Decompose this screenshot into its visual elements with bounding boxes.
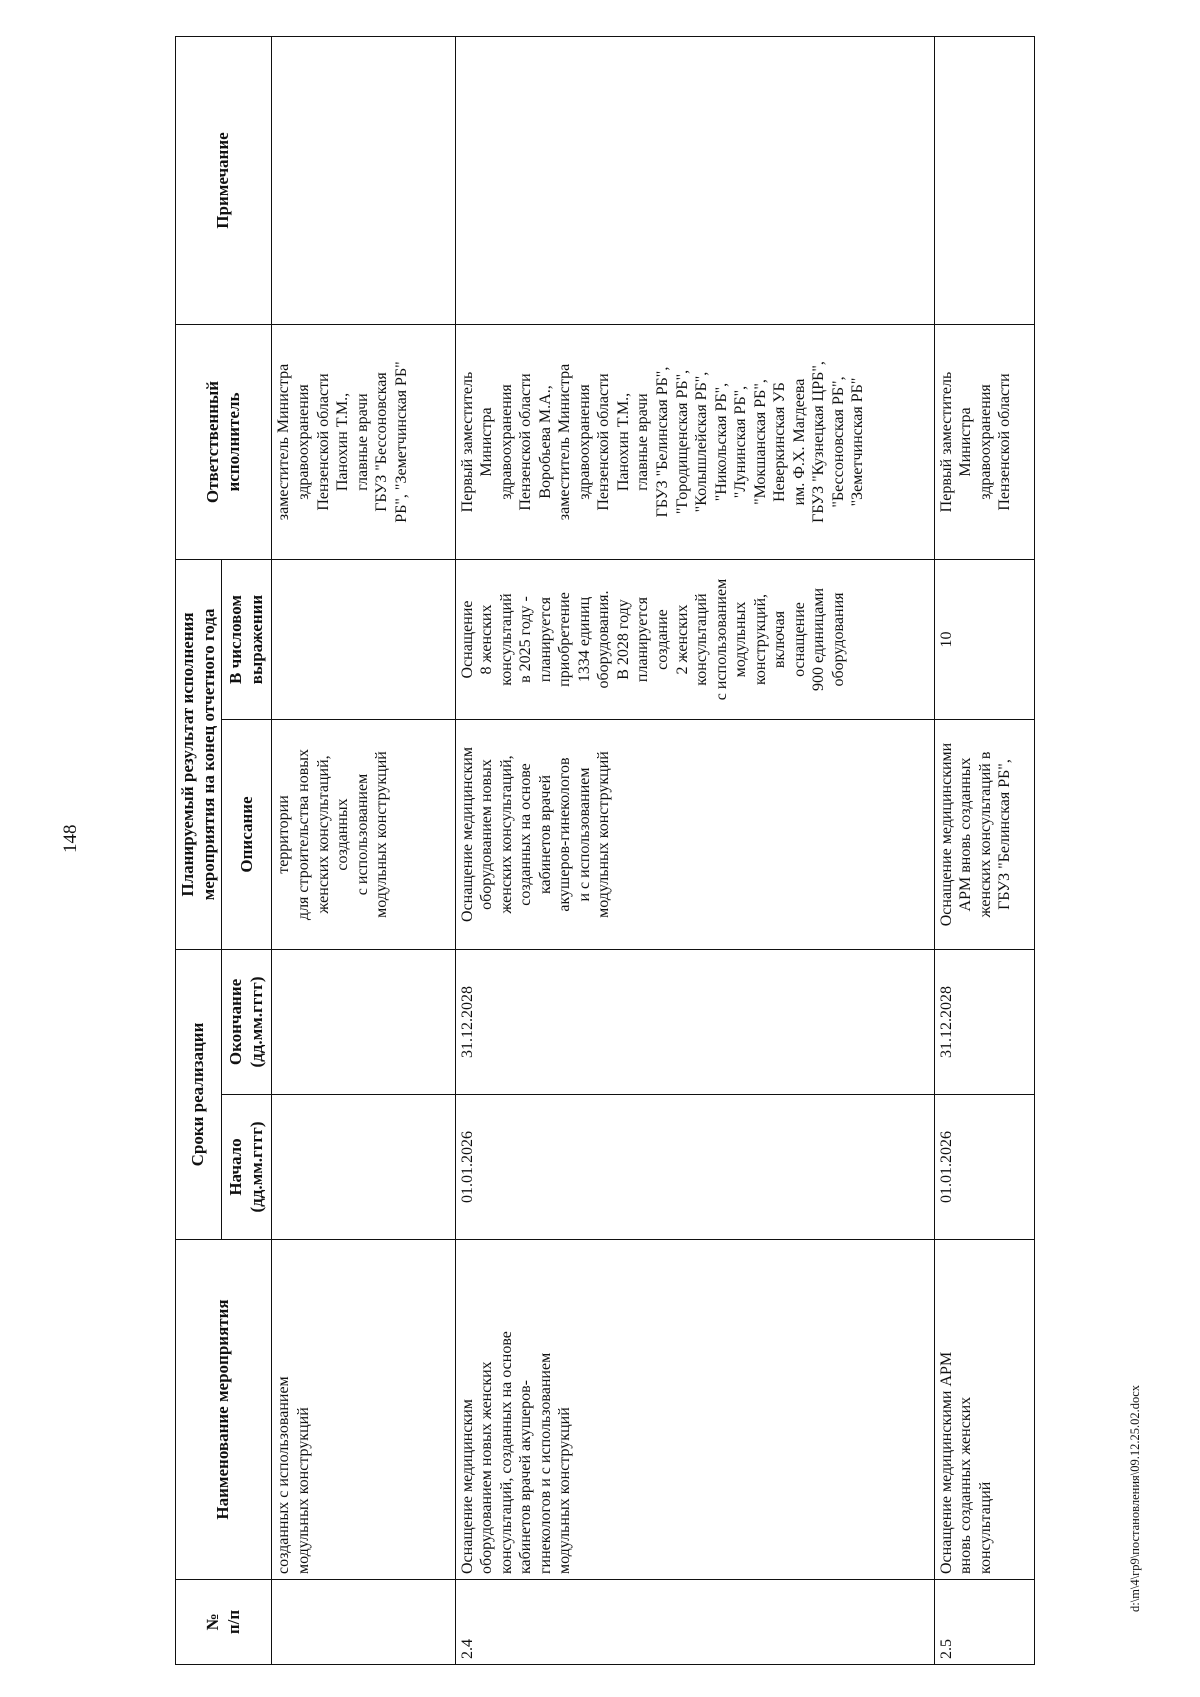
header-terms: Сроки реализации bbox=[176, 950, 222, 1240]
cell-note bbox=[934, 37, 1034, 325]
cell-note bbox=[272, 37, 455, 325]
footer-file-path: d:\m\4\гр9\постановления\09.12.25.02.docx bbox=[1128, 1384, 1142, 1612]
header-name: Наименование мероприятия bbox=[176, 1240, 272, 1580]
table-row bbox=[934, 37, 1034, 1665]
header-num: № п/п bbox=[176, 1580, 272, 1665]
cell-description: территории для строительства новых женских консультаций, созданных с использованием модульных конструкций bbox=[272, 720, 455, 950]
cell-responsible: Первый заместитель Министра здравоохранения Пензенской области bbox=[934, 325, 1034, 560]
cell-responsible: Первый заместитель Министра здравоохранения Пензенской области Воробьева М.А., заместитель Министра здравоохранения Пензенской области Панохин Т.М., главные врачи ГБУЗ "Белинская РБ", "Городищенская РБ", "Колышлейская РБ", "Никольская РБ", "Лунинская РБ", "Мокшанская РБ", Неверкинская УБ им. Ф.Х. Магдеева ГБУЗ "Кузнецкая ЦРБ", "Бессоновская РБ", "Земетчинская РБ" bbox=[455, 325, 934, 560]
header-row-top bbox=[176, 37, 222, 1665]
cell-responsible: заместитель Министра здравоохранения Пензенской области Панохин Т.М., главные врачи ГБУЗ "Бессоновская РБ", "Земетчинская РБ" bbox=[272, 325, 455, 560]
cell-start bbox=[272, 1095, 455, 1240]
cell-numeric bbox=[272, 560, 455, 720]
cell-start: 01.01.2026 bbox=[934, 1095, 1034, 1240]
cell-name: созданных с использованием модульных конструкций bbox=[272, 1240, 455, 1580]
cell-description: Оснащение медицинскими АРМ вновь созданных женских консультаций в ГБУЗ "Белинская РБ", bbox=[934, 720, 1034, 950]
cell-numeric: Оснащение 8 женских консультаций в 2025 году - планируется приобретение 1334 единиц оборудования. В 2028 году планируется создание 2 женских консультаций с использованием модульных конструкций, включая оснащение 900 единицами оборудования bbox=[455, 560, 934, 720]
header-start: Начало (дд.мм.гггг) bbox=[222, 1095, 272, 1240]
cell-start: 01.01.2026 bbox=[455, 1095, 934, 1240]
header-responsible: Ответственный исполнитель bbox=[176, 325, 272, 560]
cell-note bbox=[455, 37, 934, 325]
header-planned-result: Планируемый результат исполнения мероприятия на конец отчетного года bbox=[176, 560, 222, 950]
cell-numeric: 10 bbox=[934, 560, 1034, 720]
header-end: Окончание (дд.мм.гггг) bbox=[222, 950, 272, 1095]
cell-end bbox=[272, 950, 455, 1095]
page-number: 148 bbox=[60, 824, 81, 853]
cell-name: Оснащение медицинскими АРМ вновь созданных женских консультаций bbox=[934, 1240, 1034, 1580]
rotated-table-container bbox=[175, 37, 1035, 1665]
cell-description: Оснащение медицинским оборудованием новых женских консультаций, созданных на основе кабинетов врачей акушеров-гинекологов и с использованием модульных конструкций bbox=[455, 720, 934, 950]
cell-num bbox=[272, 1580, 455, 1665]
measures-table bbox=[175, 36, 1035, 1665]
header-description: Описание bbox=[222, 720, 272, 950]
table-row bbox=[272, 37, 455, 1665]
cell-name: Оснащение медицинским оборудованием новых женских консультаций, созданных на основе кабинетов врачей акушеров- гинекологов и с использованием модульных конструкций bbox=[455, 1240, 934, 1580]
header-note: Примечание bbox=[176, 37, 272, 325]
cell-num: 2.4 bbox=[455, 1580, 934, 1665]
table-row bbox=[455, 37, 934, 1665]
cell-num: 2.5 bbox=[934, 1580, 1034, 1665]
cell-end: 31.12.2028 bbox=[934, 950, 1034, 1095]
cell-end: 31.12.2028 bbox=[455, 950, 934, 1095]
header-numeric: В числовом выражении bbox=[222, 560, 272, 720]
